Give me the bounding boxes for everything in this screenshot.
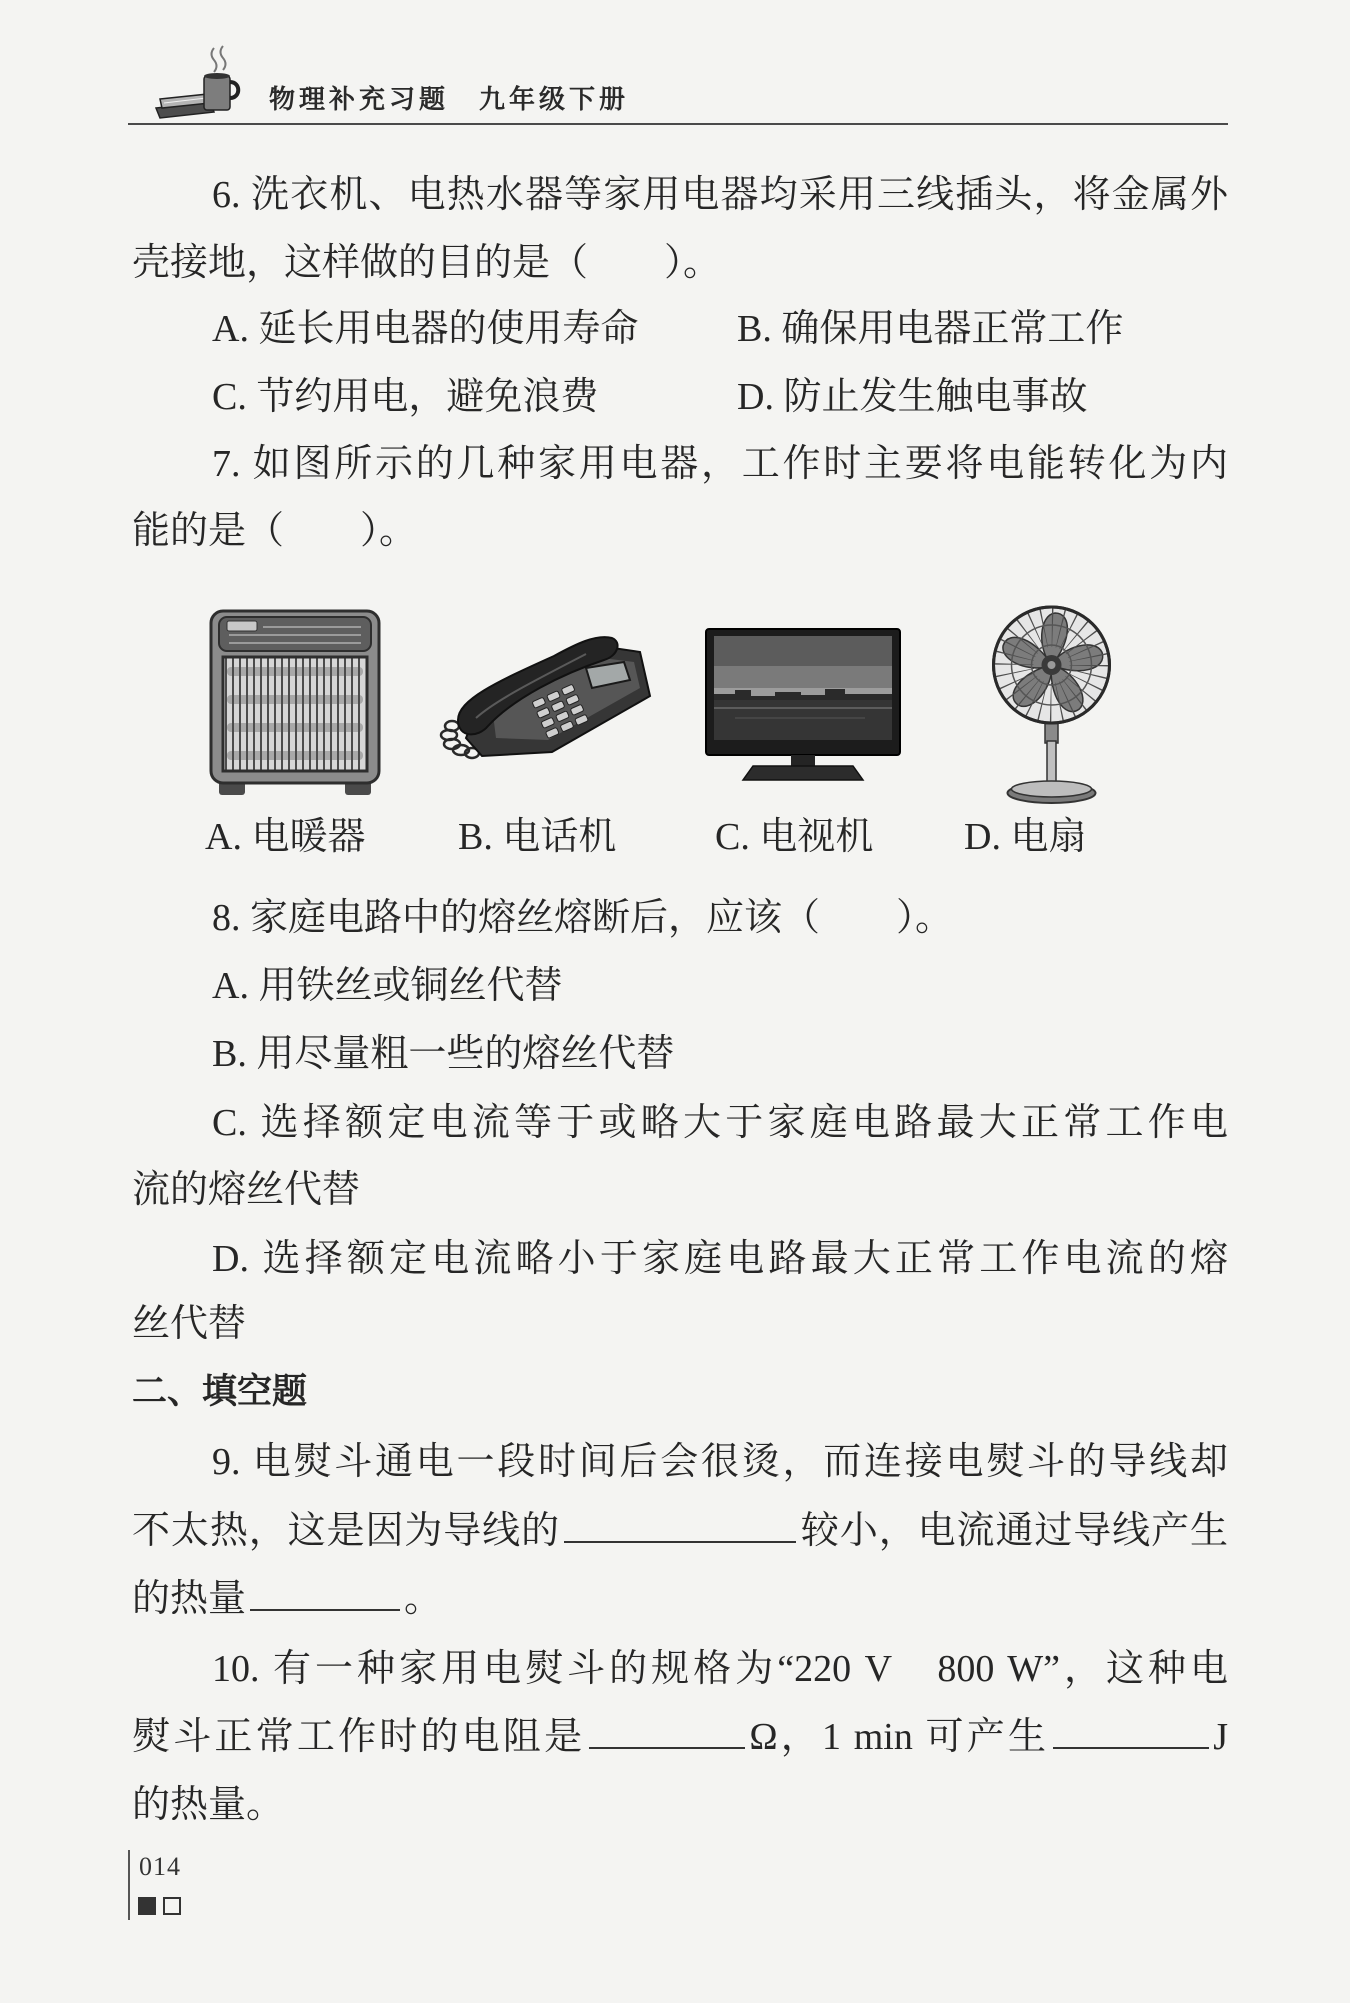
question-9-line-2 [132, 1506, 1228, 1556]
figure-caption-a: A. 电暖器 [205, 816, 366, 858]
question-6-option-d: D. 防止发生触电事故 [737, 376, 1088, 418]
figure-caption-d: D. 电扇 [964, 816, 1087, 858]
header-title: 物理补充习题 九年级下册 [269, 85, 630, 115]
television-image [705, 628, 901, 784]
question-9-line-1: 9. 电熨斗通电一段时间后会很烫，而连接电熨斗的导线却 [212, 1441, 1228, 1483]
figure-caption-c: C. 电视机 [715, 816, 874, 858]
question-9-text: 较小，电流通过导线产生 [800, 1510, 1228, 1552]
books-and-mug-icon [152, 44, 244, 120]
question-9-text: 的热量 [132, 1578, 247, 1620]
answer-blank [564, 1511, 796, 1543]
answer-blank [589, 1717, 745, 1749]
question-8-option-b: B. 用尽量粗一些的熔丝代替 [212, 1033, 675, 1075]
question-6-option-c: C. 节约用电，避免浪费 [212, 376, 599, 418]
question-8-option-d-line-1: D. 选择额定电流略小于家庭电路最大正常工作电流的熔 [212, 1238, 1228, 1280]
question-6-option-a: A. 延长用电器的使用寿命 [212, 308, 639, 350]
footer-rule [128, 1850, 130, 1920]
question-10-line-3: 的热量。 [132, 1784, 285, 1826]
answer-blank [1053, 1717, 1209, 1749]
question-8-option-c-line-2: 流的熔丝代替 [132, 1169, 361, 1211]
answer-blank [250, 1579, 400, 1611]
question-10-text: J [1213, 1716, 1228, 1758]
question-10-line-2 [132, 1712, 1228, 1762]
page-number: 014 [139, 1852, 181, 1881]
question-7-stem-line-2: 能的是（ ）。 [132, 510, 418, 552]
telephone-image [436, 622, 656, 764]
question-8-option-c-line-1: C. 选择额定电流等于或略大于家庭电路最大正常工作电 [212, 1102, 1228, 1144]
question-10-text: Ω，1 min 可产生 [749, 1716, 1050, 1758]
question-6-option-b: B. 确保用电器正常工作 [737, 308, 1124, 350]
filled-square-icon [138, 1897, 156, 1915]
question-9-line-3 [132, 1574, 442, 1624]
outline-square-icon [163, 1897, 181, 1915]
question-8-option-d-line-2: 丝代替 [132, 1303, 247, 1345]
section-heading: 二、填空题 [132, 1372, 308, 1412]
question-10-line-1: 10. 有一种家用电熨斗的规格为“220 V 800 W”，这种电 [212, 1648, 1228, 1690]
electric-heater-image [205, 603, 385, 798]
question-8-option-a: A. 用铁丝或铜丝代替 [212, 965, 563, 1007]
question-6-stem-line-2: 壳接地，这样做的目的是（ ）。 [132, 242, 722, 284]
question-7-stem-line-1: 7. 如图所示的几种家用电器，工作时主要将电能转化为内 [212, 443, 1228, 485]
electric-fan-image [981, 603, 1122, 805]
header-rule [128, 123, 1228, 125]
question-8-stem: 8. 家庭电路中的熔丝熔断后，应该（ ）。 [212, 897, 954, 939]
question-6-stem-line-1: 6. 洗衣机、电热水器等家用电器均采用三线插头，将金属外 [212, 174, 1228, 216]
question-9-text: 。 [404, 1578, 443, 1620]
question-10-text: 熨斗正常工作时的电阻是 [132, 1716, 586, 1758]
question-9-text: 不太热，这是因为导线的 [132, 1510, 560, 1552]
figure-caption-b: B. 电话机 [458, 816, 617, 858]
